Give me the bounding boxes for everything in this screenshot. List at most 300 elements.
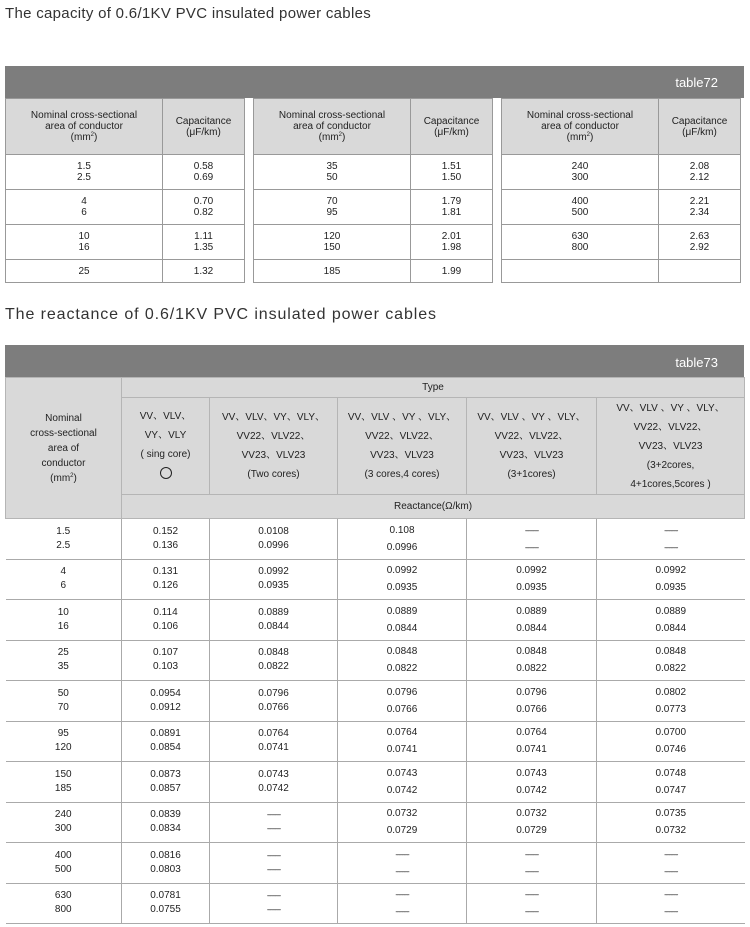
table-row: [502, 155, 741, 190]
cable-type-line: (3+2cores,: [646, 459, 695, 471]
circle-icon: [160, 467, 172, 479]
reactance-value: --------: [395, 849, 409, 859]
area-unit: (mm: [50, 472, 71, 484]
area-cell: [502, 225, 659, 260]
reactance-cell: [210, 681, 338, 722]
area-cell: [254, 155, 411, 190]
capacitance-cell: [163, 190, 245, 225]
reactance-cell: [467, 762, 597, 803]
reactance-cell: [122, 762, 210, 803]
cable-type-line: VV、VLV、: [139, 410, 192, 422]
cable-type-line: VV23、VLV23: [499, 450, 564, 461]
reactance-value: 0.0735: [655, 808, 687, 820]
reactance-value: 0.0996: [386, 541, 418, 553]
reactance-cell: [467, 559, 597, 600]
reactance-cell: [467, 721, 597, 762]
area-unit-close: ): [94, 132, 98, 143]
table-row: [6, 190, 245, 225]
reactance-cell: [597, 883, 745, 924]
reactance-value: 0.0755: [150, 904, 181, 916]
capacity-subtable: [501, 98, 741, 283]
reactance-cell: [210, 559, 338, 600]
reactance-value: --------: [664, 525, 678, 535]
area-header-line: Nominal: [45, 412, 82, 424]
table-row: [6, 883, 745, 924]
area-value: 150: [323, 242, 341, 253]
reactance-value: 0.0889: [386, 605, 418, 617]
reactance-value: 0.108: [389, 524, 415, 536]
table73-tag-bar: [5, 345, 744, 377]
area-value: 400: [571, 196, 589, 207]
reactance-value: 0.0732: [655, 825, 687, 837]
reactance-value: 0.0741: [258, 742, 289, 754]
reactance-cell: [467, 519, 597, 560]
area-value: 6: [60, 580, 67, 592]
reactance-value: 0.0741: [516, 744, 547, 756]
reactance-value: 0.0954: [150, 687, 181, 699]
reactance-cell: [122, 600, 210, 641]
cable-type-line: VV、VLV、VY、VLY、: [222, 412, 325, 423]
reactance-cell: [597, 559, 745, 600]
reactance-value: 0.0844: [655, 622, 687, 634]
reactance-value: 0.0748: [655, 767, 687, 779]
area-value: 70: [57, 701, 69, 713]
reactance-value: --------: [664, 542, 678, 552]
capacitance-value: 1.99: [441, 265, 462, 277]
reactance-value: 0.0816: [150, 849, 181, 861]
area-value: 1.5: [77, 161, 91, 172]
reactance-value: 0.0992: [386, 565, 418, 577]
area-value: 800: [571, 242, 589, 253]
area-unit-sup: 2: [338, 132, 342, 138]
capacitance-value: 1.79: [441, 196, 462, 207]
area-cell: [254, 190, 411, 225]
area-header: [254, 99, 411, 155]
table-row: [6, 721, 745, 762]
reactance-table: [5, 377, 745, 924]
reactance-value: 0.0857: [150, 782, 181, 794]
capacitance-cell: [411, 225, 493, 260]
reactance-value: 0.0891: [150, 728, 181, 740]
area-unit-close: ): [342, 132, 346, 143]
reactance-cell: [210, 640, 338, 681]
area-value: 4: [81, 196, 87, 207]
reactance-value: 0.0766: [258, 701, 289, 713]
table-row: [6, 843, 745, 884]
area-header-line: Nominal cross-sectional: [526, 110, 634, 121]
capacitance-header-line: Capacitance: [671, 115, 728, 127]
reactance-value: 0.0848: [386, 646, 418, 658]
area-cell: [6, 640, 122, 681]
area-unit-sup: 2: [586, 132, 590, 138]
reactance-value: 0.0839: [150, 809, 181, 821]
area-cell: [6, 883, 122, 924]
reactance-value: --------: [524, 542, 539, 552]
reactance-value: 0.0822: [655, 663, 687, 675]
area-value: 35: [326, 161, 338, 172]
reactance-value: --------: [524, 849, 539, 859]
cable-type-cell: [467, 398, 597, 495]
area-cell: [6, 681, 122, 722]
reactance-value: 0.0803: [150, 863, 181, 875]
table-row: [6, 762, 745, 803]
reactance-cell: [122, 640, 210, 681]
capacitance-cell: [163, 155, 245, 190]
area-value: 50: [57, 687, 69, 699]
reactance-value: 0.0764: [258, 728, 289, 740]
area-value: 25: [78, 265, 90, 277]
cable-type-line: VV、VLV 、VY 、VLY、: [477, 412, 586, 423]
reactance-value: 0.0781: [150, 890, 181, 902]
area-cell: [254, 260, 411, 283]
area-value: 50: [326, 172, 338, 183]
area-value: 120: [54, 742, 72, 754]
capacitance-header-line: Capacitance: [175, 115, 232, 127]
reactance-value: 0.0935: [386, 582, 418, 594]
area-cell: [502, 190, 659, 225]
capacity-subtable: [5, 98, 245, 283]
capacitance-cell: [659, 190, 741, 225]
area-header: [502, 99, 659, 155]
reactance-value: --------: [664, 890, 678, 900]
reactance-value: 0.0873: [150, 768, 181, 780]
reactance-value: 0.0889: [516, 605, 547, 617]
area-cell: [6, 155, 163, 190]
area-cell: [502, 155, 659, 190]
area-cell: [6, 260, 163, 283]
reactance-value: --------: [266, 850, 281, 860]
reactance-value: --------: [395, 907, 409, 917]
reactance-title: The reactance of 0.6/1KV PVC insulated power cables: [5, 306, 437, 323]
reactance-value: --------: [664, 849, 678, 859]
reactance-cell: [338, 762, 467, 803]
reactance-value: 0.0992: [258, 566, 289, 578]
cable-type-line: (Two cores): [247, 469, 300, 480]
area-value: 10: [78, 231, 90, 242]
area-unit-close: ): [590, 132, 594, 143]
reactance-value: 0.0746: [655, 744, 687, 756]
cable-type-line: VV23、VLV23: [241, 450, 306, 461]
area-value: 95: [57, 728, 69, 740]
reactance-header: Reactance(Ω/km): [122, 495, 745, 519]
reactance-value: 0.0844: [258, 620, 289, 632]
reactance-value: --------: [266, 864, 281, 874]
reactance-cell: [338, 843, 467, 884]
area-unit-close: ): [73, 472, 77, 484]
reactance-value: --------: [266, 824, 281, 834]
capacitance-unit: (μF/km): [186, 126, 221, 138]
table-row: [6, 519, 745, 560]
reactance-value: --------: [664, 907, 678, 917]
reactance-value: 0.0822: [516, 663, 547, 675]
cable-type-line: VV22、VLV22、: [236, 431, 311, 442]
area-value: 240: [54, 809, 72, 821]
reactance-value: 0.0796: [258, 687, 289, 699]
reactance-cell: [467, 883, 597, 924]
capacity-title: The capacity of 0.6/1KV PVC insulated power cables: [5, 5, 372, 22]
reactance-cell: [597, 640, 745, 681]
area-value: 2.5: [77, 172, 91, 183]
capacitance-value: 2.01: [441, 231, 462, 242]
table72-tag-bar: [5, 66, 744, 98]
capacitance-value: 0.58: [193, 161, 214, 172]
capacitance-value: 0.82: [193, 207, 214, 218]
reactance-cell: [210, 802, 338, 843]
reactance-value: 0.0766: [386, 703, 418, 715]
reactance-value: 0.126: [152, 580, 179, 592]
reactance-value: 0.0848: [655, 646, 687, 658]
capacitance-header-line: Capacitance: [423, 115, 480, 127]
area-header-line: area of conductor: [293, 121, 371, 132]
table-row: [6, 225, 245, 260]
area-value: 630: [571, 231, 589, 242]
header-row: [6, 378, 745, 398]
cable-type-line: (3+1cores): [507, 469, 556, 480]
reactance-cell: [122, 802, 210, 843]
reactance-value: --------: [664, 866, 678, 876]
capacitance-value: 2.63: [689, 231, 710, 242]
reactance-value: 0.0743: [386, 767, 418, 779]
area-cell: [6, 721, 122, 762]
reactance-cell: [338, 883, 467, 924]
area-value: 800: [54, 904, 72, 916]
table72-label: table72: [675, 75, 718, 90]
capacitance-cell: [163, 225, 245, 260]
reactance-cell: [338, 640, 467, 681]
area-cell: [254, 225, 411, 260]
table-row: [502, 190, 741, 225]
reactance-value: 0.0854: [150, 742, 181, 754]
reactance-value: 0.0848: [258, 647, 289, 659]
area-unit-sup: 2: [70, 472, 74, 479]
capacitance-value: 0.70: [193, 196, 214, 207]
area-cell: [6, 600, 122, 641]
reactance-value: 0.0935: [258, 580, 289, 592]
reactance-cell: [338, 600, 467, 641]
area-value: 2.5: [56, 539, 71, 551]
header-row: [502, 99, 741, 155]
capacitance-value: 1.81: [441, 207, 462, 218]
reactance-value: 0.0700: [655, 727, 687, 739]
area-header-line: cross-sectional: [30, 427, 97, 439]
reactance-cell: [122, 883, 210, 924]
reactance-cell: [338, 519, 467, 560]
capacity-subtable: [253, 98, 493, 283]
reactance-value: 0.152: [152, 525, 179, 537]
reactance-value: 0.0889: [258, 606, 289, 618]
reactance-cell: [210, 721, 338, 762]
reactance-value: --------: [524, 525, 539, 535]
table-row: [6, 559, 745, 600]
table-row: [6, 681, 745, 722]
capacitance-value: 2.08: [689, 161, 710, 172]
reactance-cell: [467, 640, 597, 681]
reactance-cell: [210, 600, 338, 641]
reactance-value: 0.0742: [258, 782, 289, 794]
reactance-value: 0.0729: [516, 825, 547, 837]
capacitance-value: 1.32: [193, 265, 214, 277]
reactance-value: --------: [395, 866, 409, 876]
area-value: 1.5: [56, 525, 71, 537]
area-header-line: area of conductor: [45, 121, 123, 132]
area-value: 4: [60, 566, 67, 578]
reactance-value: 0.0844: [516, 622, 547, 634]
reactance-value: 0.0822: [258, 661, 289, 673]
table-row: [6, 155, 245, 190]
reactance-value: 0.107: [152, 647, 179, 659]
reactance-value: 0.0747: [655, 784, 687, 796]
capacitance-cell: [659, 155, 741, 190]
reactance-value: 0.0764: [386, 727, 418, 739]
reactance-cell: [597, 600, 745, 641]
cable-type-cell: [122, 398, 210, 495]
reactance-cell: [597, 843, 745, 884]
reactance-cell: [597, 681, 745, 722]
cable-type-line: VV22、VLV22、: [494, 431, 569, 442]
area-value: 16: [78, 242, 90, 253]
area-value: 35: [57, 661, 69, 673]
reactance-cell: [122, 519, 210, 560]
cable-type-line: VV、VLV 、VY 、VLY、: [347, 412, 457, 423]
reactance-value: 0.131: [152, 566, 179, 578]
area-value: 185: [54, 782, 72, 794]
capacitance-cell: [411, 155, 493, 190]
area-value: 300: [571, 172, 589, 183]
area-value: 300: [54, 823, 72, 835]
reactance-cell: [597, 762, 745, 803]
area-cell: [6, 762, 122, 803]
capacitance-cell: [163, 260, 245, 283]
area-value: 400: [54, 849, 72, 861]
capacitance-value: 2.12: [689, 172, 710, 183]
area-header: [6, 378, 122, 519]
cable-type-line: ( sing core): [140, 448, 191, 460]
table-row: [254, 260, 493, 283]
reactance-value: 0.0796: [386, 686, 418, 698]
reactance-value: 0.0834: [150, 823, 181, 835]
table-row: [502, 225, 741, 260]
reactance-cell: [210, 519, 338, 560]
area-value: 120: [323, 231, 341, 242]
table-row: [254, 190, 493, 225]
reactance-cell: [338, 802, 467, 843]
reactance-cell: [122, 681, 210, 722]
reactance-value: 0.0108: [258, 525, 289, 537]
area-cell: [6, 519, 122, 560]
area-value: 16: [57, 620, 69, 632]
area-header: [6, 99, 163, 155]
reactance-value: 0.0773: [655, 703, 687, 715]
reactance-cell: [338, 681, 467, 722]
reactance-cell: [467, 802, 597, 843]
cable-type-cell: [597, 398, 745, 495]
area-header-line: Nominal cross-sectional: [278, 110, 386, 121]
area-value: 150: [54, 768, 72, 780]
reactance-value: 0.0743: [516, 767, 547, 779]
reactance-value: 0.0844: [386, 622, 418, 634]
area-header-line: Nominal cross-sectional: [30, 110, 138, 121]
reactance-value: 0.0848: [516, 646, 547, 658]
table-row: [502, 260, 741, 283]
table73-label: table73: [675, 355, 718, 370]
cable-type-line: VY、VLY: [144, 429, 187, 441]
reactance-cell: [467, 600, 597, 641]
capacitance-value: 2.34: [689, 207, 710, 218]
area-value: 10: [57, 606, 69, 618]
reactance-value: 0.0935: [516, 582, 547, 594]
area-value: 70: [326, 196, 338, 207]
capacitance-value: 2.21: [689, 196, 710, 207]
area-cell: [6, 559, 122, 600]
table-row: [254, 225, 493, 260]
area-unit: (mm: [318, 132, 339, 143]
capacitance-unit: (μF/km): [434, 126, 469, 138]
reactance-value: 0.103: [152, 661, 179, 673]
reactance-value: 0.0912: [150, 701, 181, 713]
cable-type-cell: [338, 398, 467, 495]
reactance-value: 0.0992: [516, 565, 547, 577]
area-unit: (mm: [70, 132, 91, 143]
reactance-value: 0.114: [153, 606, 178, 618]
reactance-cell: [122, 559, 210, 600]
cable-type-line: VV23、VLV23: [370, 450, 434, 461]
type-header: Type: [122, 378, 745, 398]
area-value: 240: [571, 161, 589, 172]
cable-type-cell: [210, 398, 338, 495]
header-row: [6, 99, 245, 155]
capacitance-value: 1.51: [441, 161, 462, 172]
area-header-line: area of: [47, 442, 80, 454]
capacitance-cell: [411, 190, 493, 225]
area-value: 95: [326, 207, 338, 218]
area-unit-sup: 2: [90, 132, 94, 138]
reactance-value: 0.0742: [386, 784, 418, 796]
reactance-value: 0.0743: [258, 768, 289, 780]
area-cell: [6, 190, 163, 225]
reactance-value: --------: [266, 810, 281, 820]
area-value: 6: [81, 207, 87, 218]
area-cell: [6, 225, 163, 260]
reactance-value: 0.0741: [386, 744, 418, 756]
table-row: [6, 802, 745, 843]
reactance-value: 0.0802: [655, 686, 687, 698]
area-value: 500: [571, 207, 589, 218]
area-header-line: conductor: [41, 457, 86, 469]
table-row: [6, 640, 745, 681]
reactance-value: 0.106: [152, 620, 179, 632]
area-cell: [6, 802, 122, 843]
reactance-cell: [122, 843, 210, 884]
reactance-value: 0.0889: [655, 605, 687, 617]
reactance-value: --------: [395, 890, 409, 900]
capacitance-cell: [411, 260, 493, 283]
area-cell: [502, 260, 659, 283]
capacitance-value: 1.50: [441, 172, 462, 183]
table-row: [6, 260, 245, 283]
capacitance-header: [163, 99, 245, 155]
reactance-value: 0.0764: [516, 727, 547, 739]
reactance-value: --------: [524, 866, 539, 876]
reactance-cell: [210, 883, 338, 924]
capacitance-header: [411, 99, 493, 155]
reactance-value: 0.0766: [516, 703, 547, 715]
reactance-value: --------: [266, 891, 281, 901]
cable-type-line: VV、VLV 、VY 、VLY、: [616, 402, 725, 414]
area-value: 500: [54, 863, 72, 875]
capacitance-header: [659, 99, 741, 155]
reactance-value: 0.0935: [655, 582, 687, 594]
header-row: [254, 99, 493, 155]
